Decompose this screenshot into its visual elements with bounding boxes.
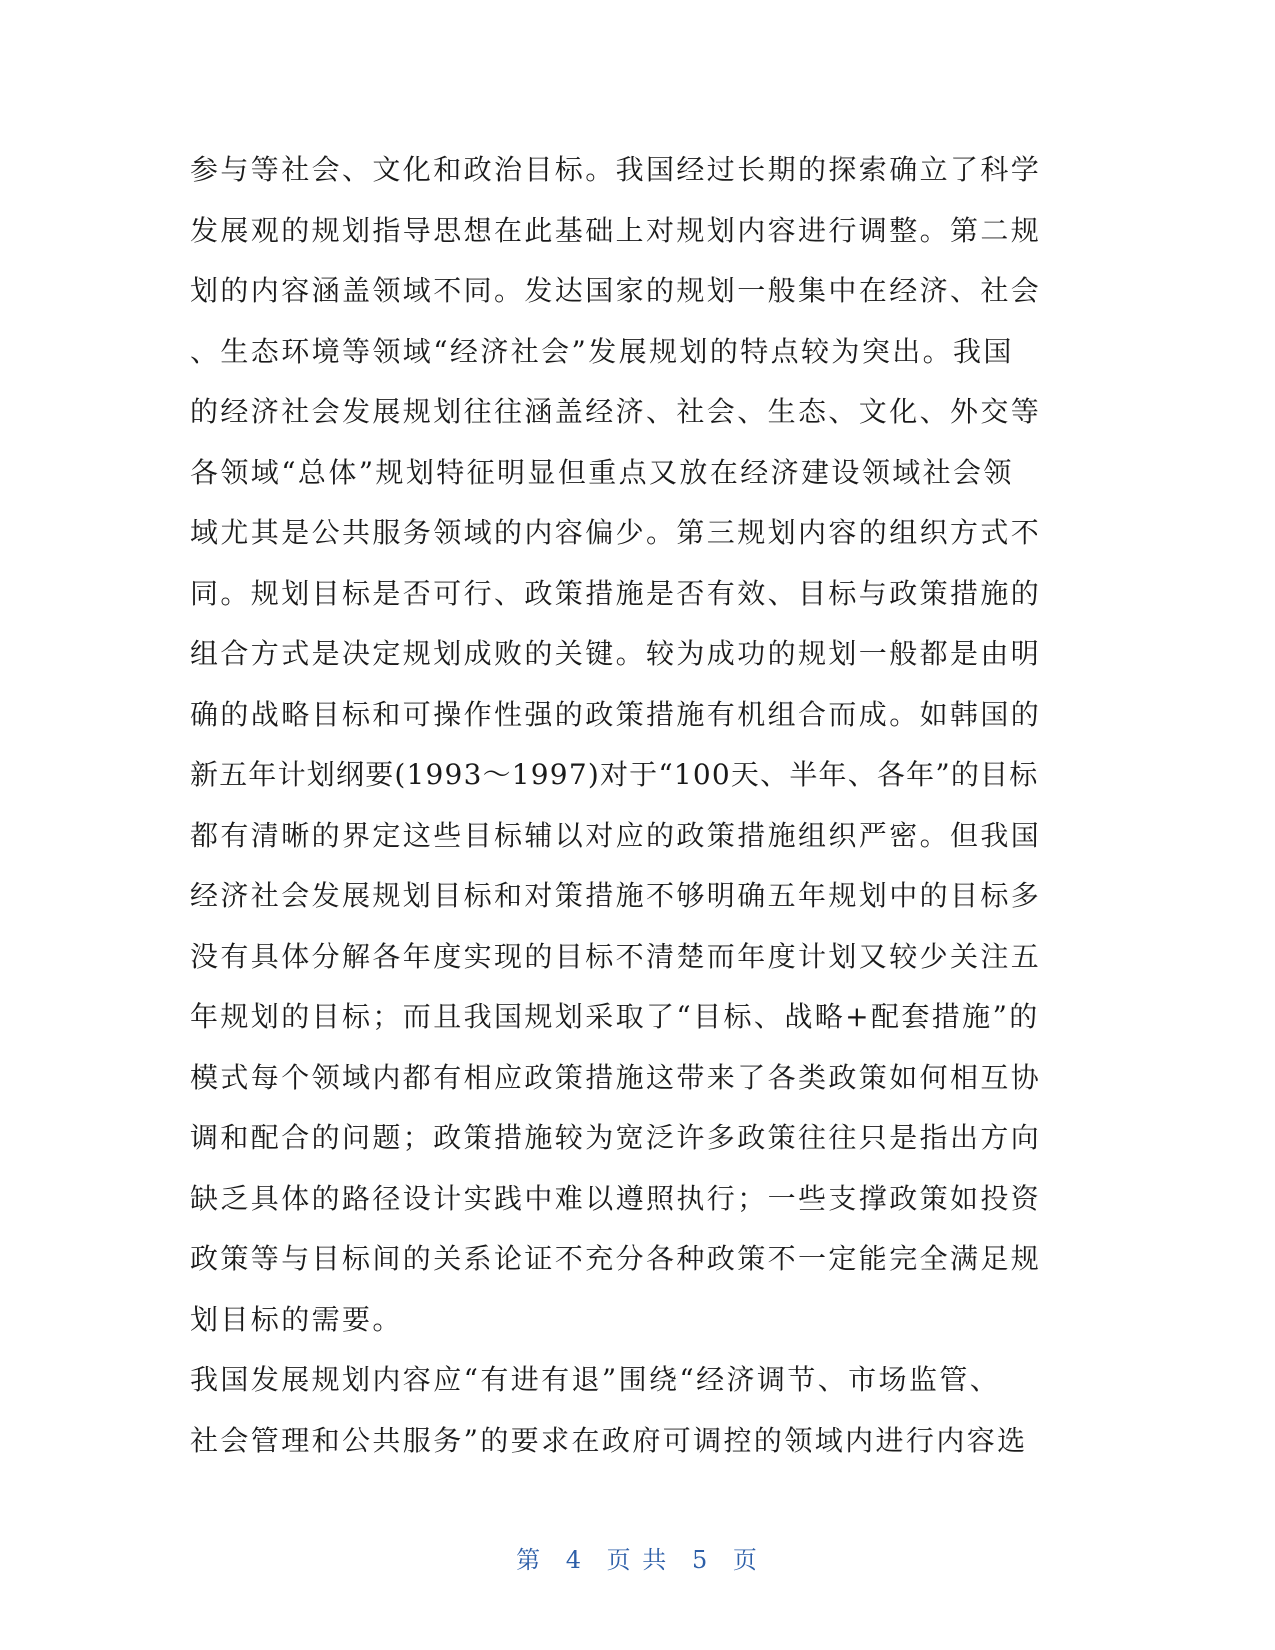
text-line: 、生态环境等领域“经济社会”发展规划的特点较为突出。我国 [190,334,1014,368]
footer-prefix: 第 [516,1546,543,1574]
text-line: 同。规划目标是否可行、政策措施是否有效、目标与政策措施的 [190,576,1042,610]
current-page-number: 4 [565,1546,584,1574]
text-line: 新五年计划纲要(1993～1997)对于“100天、半年、各年”的目标 [190,758,1039,791]
text-line: 缺乏具体的路径设计实践中难以遵照执行；一些支撑政策如投资 [190,1181,1042,1215]
footer-middle: 页 共 [606,1546,669,1574]
text-line: 的经济社会发展规划往往涵盖经济、社会、生态、文化、外交等 [190,395,1042,428]
body-text [190,140,1070,1471]
text-line: 都有清晰的界定这些目标辅以对应的政策措施组织严密。但我国 [190,818,1042,852]
text-line: 各领域“总体”规划特征明显但重点又放在经济建设领域社会领 [190,455,1014,489]
footer-suffix: 页 [732,1546,759,1574]
text-line: 没有具体分解各年度实现的目标不清楚而年度计划又较少关注五 [190,939,1042,973]
text-line: 政策等与目标间的关系论证不充分各种政策不一定能完全满足规 [190,1242,1042,1275]
text-line: 经济社会发展规划目标和对策措施不够明确五年规划中的目标多 [190,879,1042,912]
text-line: 组合方式是决定规划成败的关键。较为成功的规划一般都是由明 [190,637,1042,670]
text-line: 划的内容涵盖领域不同。发达国家的规划一般集中在经济、社会 [190,274,1042,307]
text-line: 域尤其是公共服务领域的内容偏少。第三规划内容的组织方式不 [190,516,1042,549]
text-line: 参与等社会、文化和政治目标。我国经过长期的探索确立了科学 [190,153,1042,186]
text-line: 确的战略目标和可操作性强的政策措施有机组合而成。如韩国的 [190,697,1042,731]
text-line: 调和配合的问题；政策措施较为宽泛许多政策往往只是指出方向 [190,1121,1042,1154]
text-line: 模式每个领域内都有相应政策措施这带来了各类政策如何相互协 [190,1060,1042,1094]
text-line: 我国发展规划内容应“有进有退”围绕“经济调节、市场监管、 [190,1363,1001,1396]
text-line: 年规划的目标；而且我国规划采取了“目标、战略+配套措施”的 [190,1000,1040,1033]
text-line: 发展观的规划指导思想在此基础上对规划内容进行调整。第二规 [190,213,1042,247]
total-page-count: 5 [691,1546,710,1574]
text-line: 划目标的需要。 [190,1302,403,1336]
page-footer [0,1540,1275,1575]
text-line: 社会管理和公共服务”的要求在政府可调控的领域内进行内容选 [190,1423,1028,1457]
